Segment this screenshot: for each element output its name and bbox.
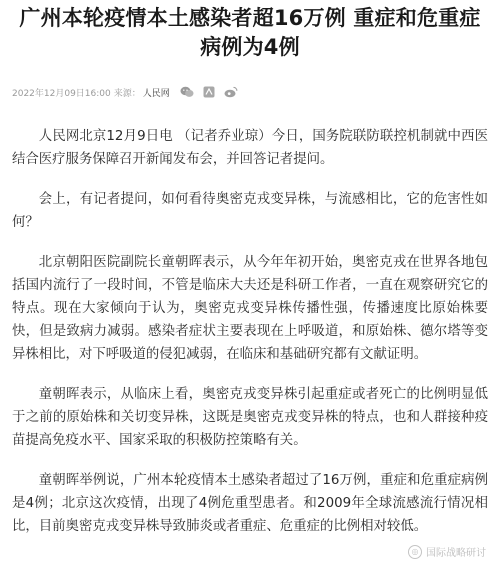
watermark-logo-icon: ◎ xyxy=(408,545,422,559)
source-name[interactable]: 人民网 xyxy=(142,88,170,99)
watermark xyxy=(406,543,488,560)
article-meta xyxy=(12,82,488,102)
paragraph: 北京朝阳医院副院长童朝晖表示，从今年年初开始，奥密克戎在世界各地包括国内流行了一段时间，不管是临床大夫还是科研工作者，一直在观察研究它的特点。现在大家倾向于认为，奥密克戎变异株传播性强，传播速度比原始株要快，但是致病力减弱。感染者症状主要表现在上呼吸道，和原始株、德尔塔等变异株相比，对下呼吸道的侵犯减弱，在临床和基础研究都有文献证明。 xyxy=(12,255,488,362)
article-body xyxy=(12,125,488,538)
paragraph: 会上，有记者提问，如何看待奥密克戎变异株，与流感相比，它的危害性如何？ xyxy=(12,192,488,230)
source-label: 来源： xyxy=(113,88,141,99)
weibo-icon[interactable] xyxy=(224,85,238,99)
paragraph: 童朝晖举例说，广州本轮疫情本土感染者超过了16万例，重症和危重症病例是4例；北京这次疫情，出现了4例危重型患者。和2009年全球流感流行情况相比，目前奥密克戎变异株导致肺炎或者重症、危重症的比例相对较低。 xyxy=(12,473,488,534)
share-bar xyxy=(180,85,238,99)
paragraph: 人民网北京12月9日电 （记者乔业琼）今日，国务院联防联控机制就中西医结合医疗服务保障召开新闻发布会，并回答记者提问。 xyxy=(12,129,488,167)
article-title: 广州本轮疫情本土感染者超16万例 重症和危重症病例为4例 xyxy=(19,6,481,59)
watermark-text: 国际战略研讨 xyxy=(426,548,486,559)
paragraph: 童朝晖表示，从临床上看，奥密克戎变异株引起重症或者死亡的比例明显低于之前的原始株和关切变异株，这既是奥密克戎变异株的特点，也和人群接种疫苗提高免疫水平、国家采取的积极防控策略有关。 xyxy=(12,387,488,448)
publish-date: 2022年12月09日16:00 xyxy=(12,88,111,99)
weibo-box-icon[interactable] xyxy=(202,85,216,99)
wechat-icon[interactable] xyxy=(180,85,194,99)
